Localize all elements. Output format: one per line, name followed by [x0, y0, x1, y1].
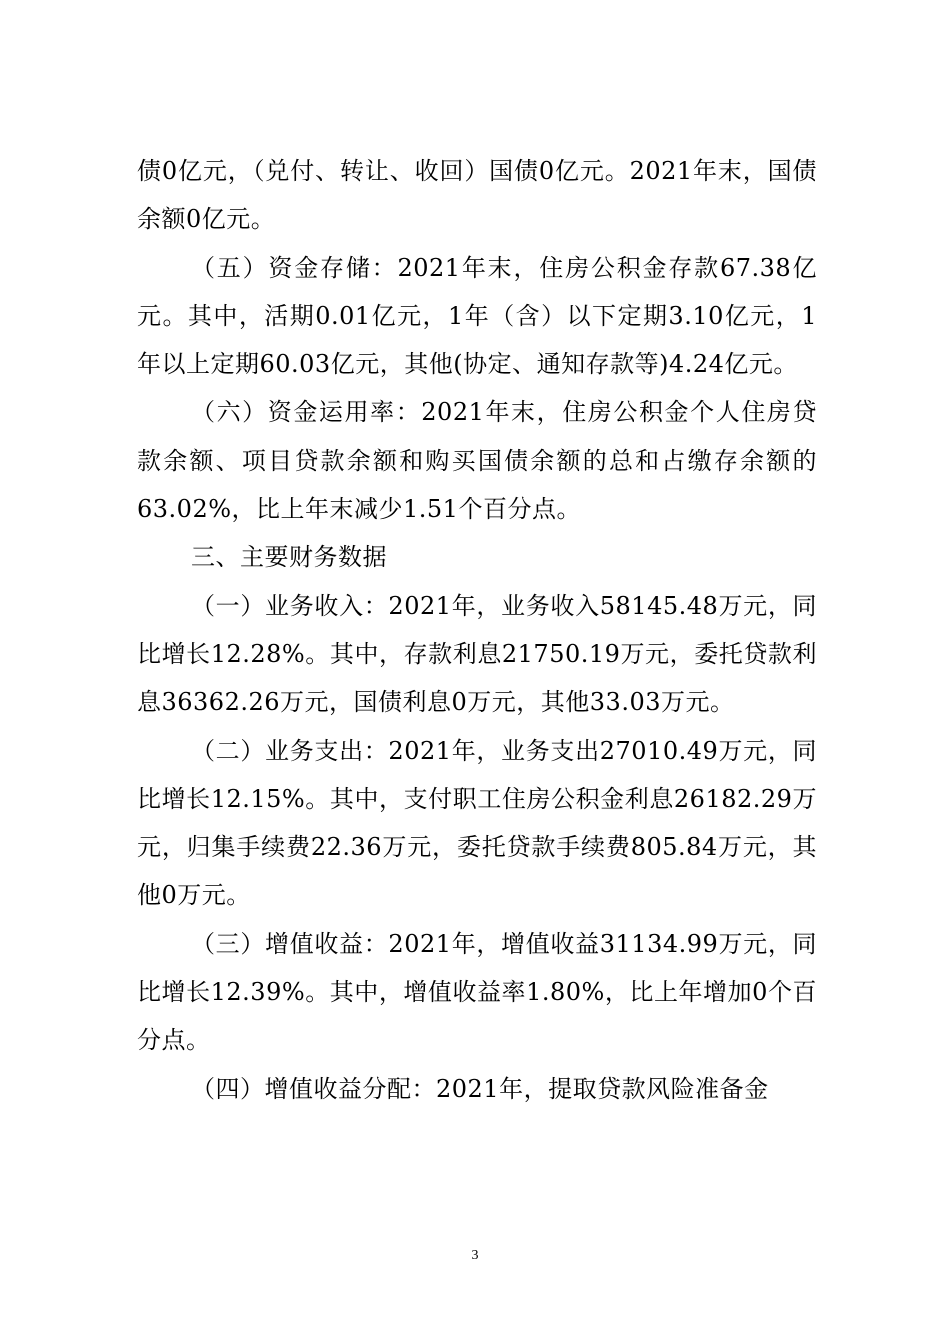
document-body [137, 147, 817, 1113]
paragraph-value-added-distribution: （四）增值收益分配：2021年，提取贷款风险准备金 [191, 1074, 769, 1103]
paragraph-business-expense: （二）业务支出：2021年，业务支出27010.49万元，同比增长12.15%。其中，支付职工住房公积金利息26182.29万元，归集手续费22.36万元，委托贷款手续费805.84万元，其他0万元。 [137, 736, 817, 910]
paragraph-treasury-bond-balance: 债0亿元，（兑付、转让、收回）国债0亿元。2021年末，国债余额0亿元。 [137, 157, 817, 234]
page-number: 3 [471, 1248, 479, 1263]
paragraph-fund-utilization-rate: （六）资金运用率：2021年末，住房公积金个人住房贷款余额、项目贷款余额和购买国债余额的总和占缴存余额的63.02%，比上年末减少1.51个百分点。 [137, 398, 817, 524]
paragraph-value-added-income: （三）增值收益：2021年，增值收益31134.99万元，同比增长12.39%。其中，增值收益率1.80%，比上年增加0个百分点。 [137, 929, 817, 1055]
paragraph-business-income: （一）业务收入：2021年，业务收入58145.48万元，同比增长12.28%。其中，存款利息21750.19万元，委托贷款利息36362.26万元，国债利息0万元，其他33.03万元。 [137, 591, 817, 717]
paragraph-fund-storage: （五）资金存储：2021年末，住房公积金存款67.38亿元。其中，活期0.01亿元，1年（含）以下定期3.10亿元，1年以上定期60.03亿元，其他(协定、通知存款等)4.24亿元。 [137, 253, 817, 379]
section-heading-financial-data: 三、主要财务数据 [191, 543, 387, 572]
